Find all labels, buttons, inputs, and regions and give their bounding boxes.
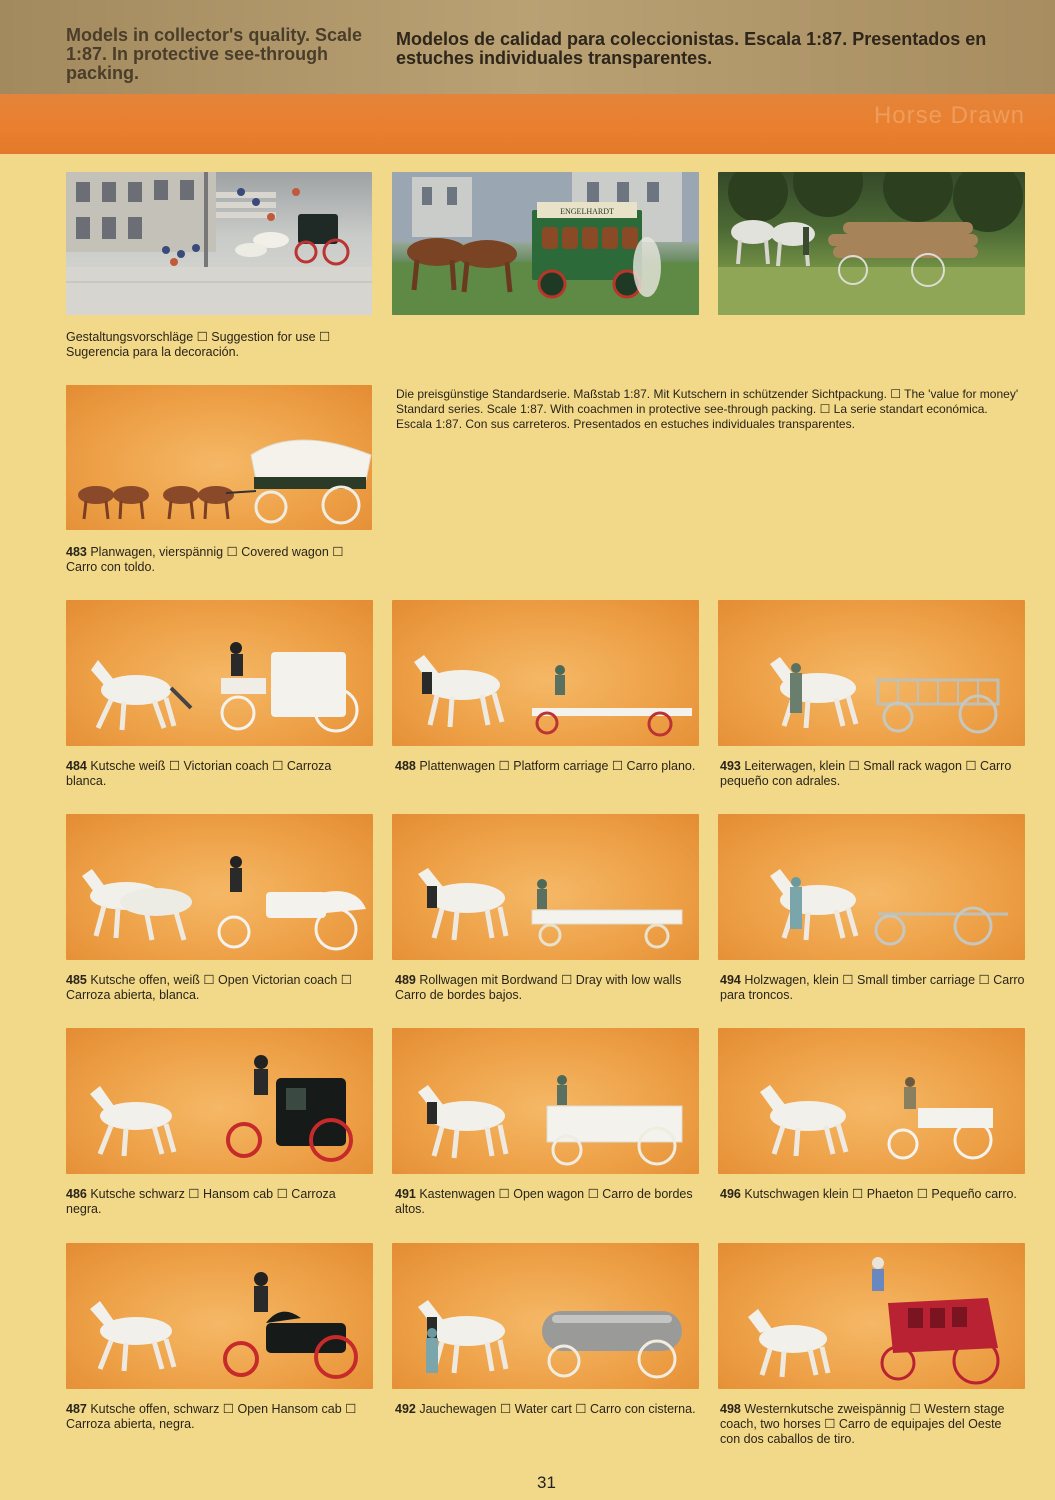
product-photo-494 [718,814,1025,960]
product-description: Kutsche weiß ☐ Victorian coach ☐ Carroza blanca. [66,759,332,788]
product-caption-485 [66,973,373,1003]
product-number: 487 [66,1402,87,1416]
product-number: 494 [720,973,741,987]
product-photo-493 [718,600,1025,746]
product-description: Kutsche schwarz ☐ Hansom cab ☐ Carroza negra. [66,1187,336,1216]
series-description [396,387,1026,432]
scene-photo-timber-wagon [718,172,1025,315]
series-text: Die preisgünstige Standardserie. Maßstab 1:87. Mit Kutschern in schützender Sichtpackung. ☐ The 'value for money' Standard series. Scale 1:87. With coachmen in protective see-through packing. ☐ La serie standart económica. Escala 1:87. Con sus carreteros. Presentados en estuches individuales transparentes. [396,387,1019,431]
product-number: 491 [395,1187,416,1201]
product-description: Holzwagen, klein ☐ Small timber carriage ☐ Carro para troncos. [720,973,1025,1002]
scene2-sign-text: ENGELHARDT [560,207,614,216]
product-number: 485 [66,973,87,987]
product-number: 496 [720,1187,741,1201]
band-watermark: Horse Drawn [873,102,1025,129]
product-photo-486 [66,1028,373,1174]
product-description: Kutschwagen klein ☐ Phaeton ☐ Pequeño carro. [740,1187,1017,1201]
product-description: Jauchewagen ☐ Water cart ☐ Carro con cisterna. [415,1402,696,1416]
product-photo-498 [718,1243,1025,1389]
product-description: Westernkutsche zweispännig ☐ Western stage coach, two horses ☐ Carro de equipajes del Oeste con dos caballos de tiro. [720,1402,1005,1446]
product-description: Kastenwagen ☐ Open wagon ☐ Carro de bordes altos. [395,1187,693,1216]
product-number: 484 [66,759,87,773]
product-caption-484 [66,759,373,789]
product-caption-483 [66,545,372,575]
product-photo-488 [392,600,699,746]
product-caption-489 [395,973,699,1003]
product-caption-486 [66,1187,373,1217]
product-caption-494 [720,973,1025,1003]
product-description: Leiterwagen, klein ☐ Small rack wagon ☐ Carro pequeño con adrales. [720,759,1012,788]
product-number: 486 [66,1187,87,1201]
header-text-spanish: Modelos de calidad para coleccionistas. Escala 1:87. Presentados en estuches individuales transparentes. [396,29,987,68]
product-photo-492 [392,1243,699,1389]
product-caption-493 [720,759,1025,789]
product-photo-491 [392,1028,699,1174]
product-caption-498 [720,1402,1025,1447]
product-photo-487 [66,1243,373,1389]
scene-photos-caption [66,330,366,360]
product-photo-483 [66,385,372,530]
orange-band [0,94,1055,154]
product-photo-485 [66,814,373,960]
header-text-english: Models in collector's quality. Scale 1:87. In protective see-through packing. [66,25,363,83]
product-description: Plattenwagen ☐ Platform carriage ☐ Carro plano. [415,759,696,773]
product-caption-487 [66,1402,373,1432]
scene-caption-text: Gestaltungsvorschläge ☐ Suggestion for use ☐ Sugerencia para la decoración. [66,330,331,359]
product-caption-491 [395,1187,699,1217]
product-description: Kutsche offen, schwarz ☐ Open Hansom cab ☐ Carroza abierta, negra. [66,1402,357,1431]
product-number: 493 [720,759,741,773]
page-number: 31 [537,1473,556,1492]
product-description: Rollwagen mit Bordwand ☐ Dray with low walls Carro de bordes bajos. [395,973,682,1002]
product-number: 492 [395,1402,416,1416]
product-caption-488 [395,759,699,774]
scene-photo-brewery-wagon [392,172,699,315]
product-caption-496 [720,1187,1025,1202]
product-description: Kutsche offen, weiß ☐ Open Victorian coach ☐ Carroza abierta, blanca. [66,973,353,1002]
scene-photo-street [66,172,372,315]
product-number: 488 [395,759,416,773]
product-caption-492 [395,1402,699,1417]
product-number: 483 [66,545,87,559]
product-photo-489 [392,814,699,960]
product-number: 498 [720,1402,741,1416]
product-photo-484 [66,600,373,746]
product-number: 489 [395,973,416,987]
product-description: Planwagen, vierspännig ☐ Covered wagon ☐ Carro con toldo. [66,545,344,574]
product-photo-496 [718,1028,1025,1174]
header-banner [0,0,1055,94]
